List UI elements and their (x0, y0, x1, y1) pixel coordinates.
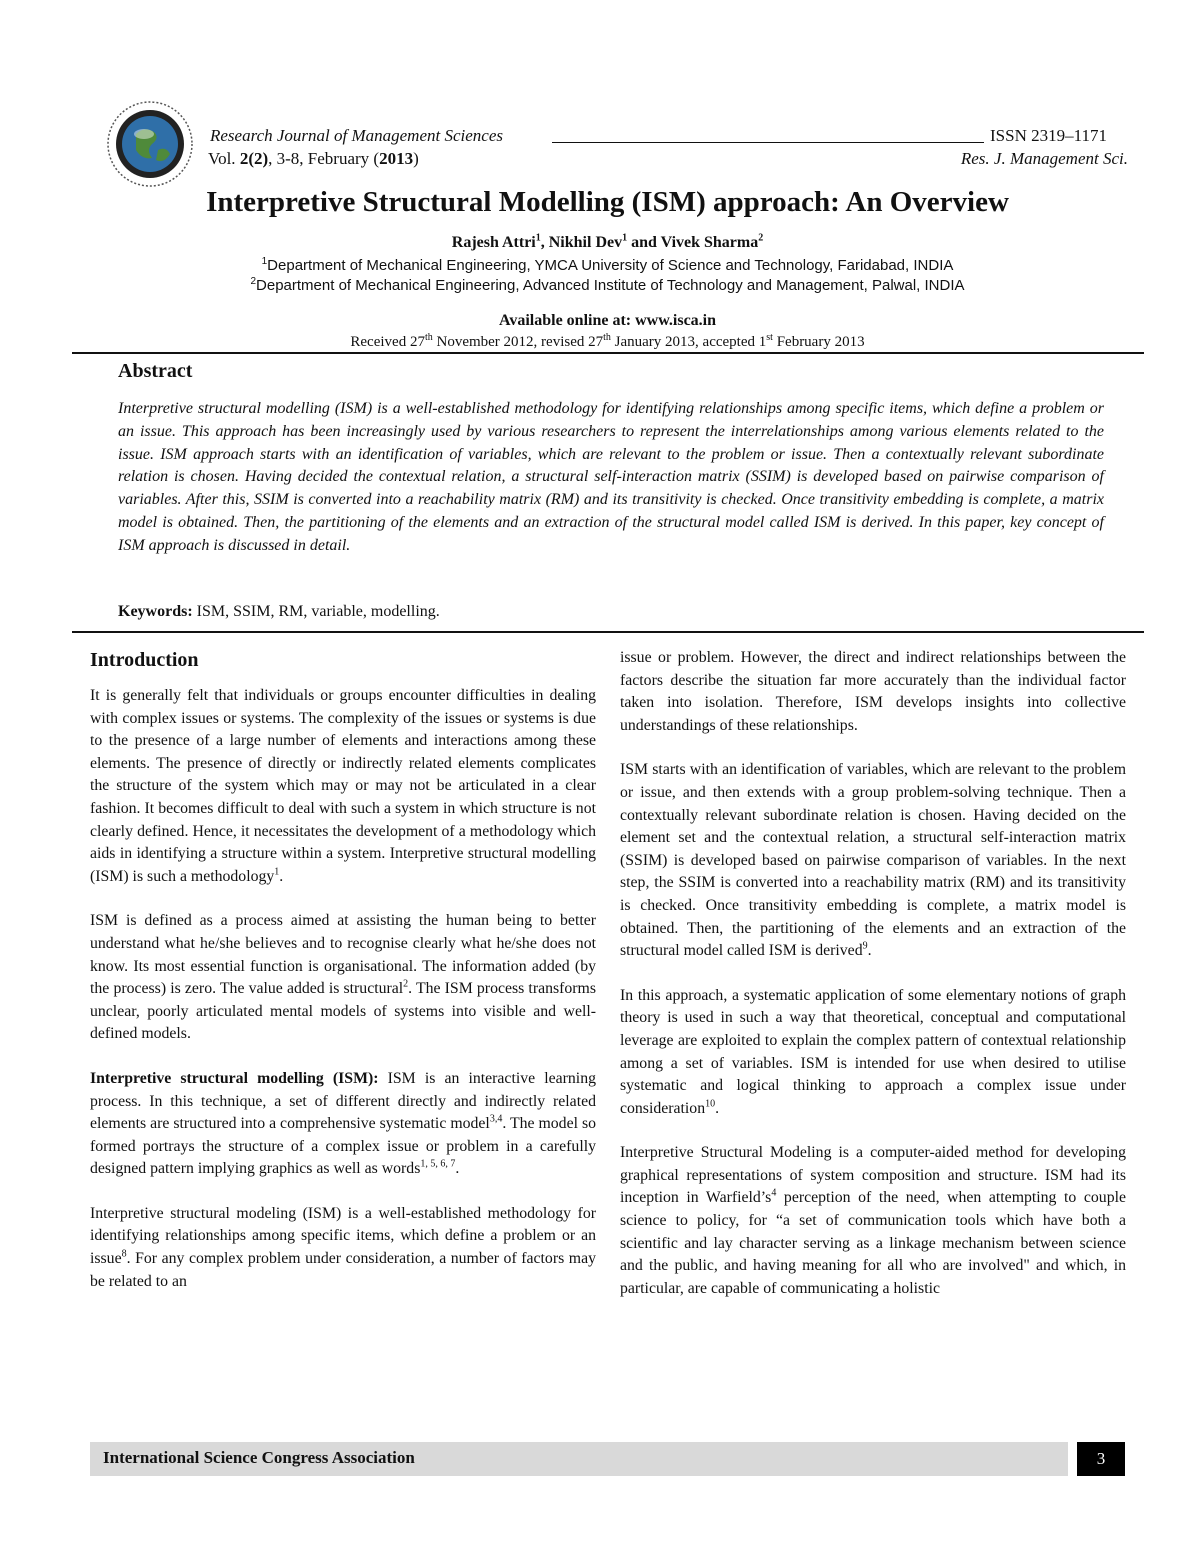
paper-title: Interpretive Structural Modelling (ISM) approach: An Overview (206, 186, 1009, 218)
right-p2-text: ISM starts with an identification of variables, which are relevant to the problem or issue, and then extends with a group problem-solving technique. Then a contextually relevant subordinate relation is chosen. Having decided on the element set and the contextual relation, a structural self-interaction matrix (SSIM) is developed based on pairwise comparison of variables. In the next step, the SSIM is converted into a reachability matrix (RM) and its transitivity is checked. Once transitivity embedding is complete, a matrix model is obtained. Then, the partitioning of the elements and an extraction of the structural model called ISM is derived (620, 761, 1126, 960)
right-p2-end: . (867, 942, 872, 960)
right-p3-sup: 10 (705, 1098, 716, 1110)
authors (0, 234, 1200, 252)
left-paragraph-1 (90, 685, 596, 888)
left-p2-text-b: . The ISM process transforms unclear, poorly articulated mental models of systems into visible and well-defined models. (90, 980, 596, 1043)
affiliation-2-sup: 2 (250, 276, 257, 287)
left-p3-sup-2: 1, 5, 6, 7 (420, 1159, 456, 1171)
keywords-text: ISM, SSIM, RM, variable, modelling. (192, 603, 440, 620)
volume-year: 2013 (379, 149, 414, 168)
left-column (90, 647, 596, 1315)
journal-logo (106, 100, 194, 188)
abstract-text: Interpretive structural modelling (ISM) is a well-established methodology for identifying relationships among specific items, which define a problem or an issue. This approach has been increasingly used by various researchers to represent the interrelationships among various elements related to the issue. ISM approach starts with an identification of variables, which are relevant to the problem or issue. Then a contextually relevant subordinate relation is chosen. Having decided the contextual relation, a structural self-interaction matrix (SSIM) is developed based on pairwise comparison of variables. After this, SSIM is converted into a reachability matrix (RM) and its transitivity is checked. Once transitivity embedding is complete, a matrix model is obtained. Then, the partitioning of the elements and an extraction of the structural model called ISM is derived. In this paper, key concept of ISM approach is discussed in detail. (118, 400, 1104, 554)
right-p3-text: In this approach, a systematic application of some elementary notions of graph theory is used in such a way that theoretical, conceptual and computational leverage are exploited to explain the complex pattern of contextual relationship among a set of variables. ISM is intended for use when desired to utilise systematic and logical thinking to approach a complex issue under consideration (620, 986, 1126, 1117)
date-part-1: Received 27 (350, 334, 425, 350)
abstract-heading: Abstract (118, 360, 193, 382)
date-sup-2: th (603, 332, 611, 343)
keywords-label: Keywords: (118, 603, 193, 620)
abstract-bottom-rule (72, 631, 1144, 633)
volume-close: ) (413, 149, 419, 168)
journal-name: Research Journal of Management Sciences (210, 126, 504, 145)
header-rule (552, 142, 984, 143)
left-p4-text-b: . For any complex problem under consideration, a number of factors may be related to an (90, 1250, 596, 1290)
date-part-3: January 2013, accepted 1 (610, 334, 767, 350)
right-p2-sup: 9 (862, 940, 868, 952)
affiliation-2 (0, 277, 1200, 294)
author-3: and Vivek Sharma (627, 234, 759, 251)
footer-organization: International Science Congress Association (103, 1448, 415, 1467)
left-p1-sup: 1 (274, 866, 280, 878)
volume-prefix: Vol. (208, 149, 240, 168)
left-p3-end: . (455, 1160, 460, 1178)
right-p4-text-a: Interpretive Structural Modeling is a computer-aided method for developing graphical representations of system composition and structure. ISM had its inception in Warfield’s (620, 1144, 1126, 1207)
left-p3-lead: Interpretive structural modelling (ISM): (90, 1069, 379, 1087)
left-paragraph-3 (90, 1068, 596, 1181)
keywords (118, 603, 440, 621)
left-p1-text: It is generally felt that individuals or groups encounter difficulties in dealing with complex issues or systems. The complexity of the issues or systems is due to the presence of a large number of elements and interactions among these elements. The presence of directly or indirectly related elements complicates the structure of the system which may or may not be articulated in a clear fashion. It becomes difficult to deal with such a system in which structure is not clearly defined. Hence, it necessitates the development of a methodology which aids in identifying a structure within a system. Interpretive structural modelling (ISM) is such a methodology (90, 687, 596, 885)
left-paragraph-2 (90, 910, 596, 1046)
author-3-sup: 2 (758, 232, 764, 244)
received-dates (0, 334, 1200, 351)
right-paragraph-4 (620, 1142, 1126, 1300)
left-p4-sup: 8 (121, 1248, 127, 1260)
affiliation-1-text: Department of Mechanical Engineering, YMCA University of Science and Technology, Faridabad, INDIA (267, 257, 954, 274)
right-p3-end: . (715, 1099, 720, 1117)
volume-pages: , 3-8, February ( (268, 149, 380, 168)
available-online: Available online at: www.isca.in (498, 312, 717, 329)
right-p4-sup: 4 (771, 1188, 777, 1200)
author-2-sup: 1 (622, 232, 628, 244)
volume-number: 2(2) (239, 149, 269, 168)
affiliation-1-sup: 1 (261, 256, 268, 267)
right-column (620, 647, 1126, 1322)
left-p3-text-b: . The model so formed portrays the structure of a complex issue or problem in a carefully designed pattern implying graphics as well as words (90, 1115, 596, 1178)
date-part-2: November 2012, revised 27 (432, 334, 604, 350)
left-p3-text-a: ISM is an interactive learning process. In this technique, a set of different directly and indirectly related elements are structured into a comprehensive systematic model (90, 1069, 596, 1133)
left-p4-text-a: Interpretive structural modeling (ISM) is a well-established methodology for identifying relationships among specific items, which define a problem or an issue (90, 1204, 596, 1268)
author-2: , Nikhil Dev (540, 234, 623, 251)
right-paragraph-3 (620, 985, 1126, 1121)
affiliation-1 (0, 257, 1200, 274)
author-1: Rajesh Attri (451, 234, 536, 251)
journal-abbreviation: Res. J. Management Sci. (960, 149, 1128, 168)
left-paragraph-4 (90, 1203, 596, 1293)
abstract-top-rule (72, 352, 1144, 354)
right-paragraph-2 (620, 759, 1126, 962)
right-p4-text-b: perception of the need, when attempting to couple science to policy, for “a set of communication tools which have both a scientific and lay character serving as a linkage mechanism between science and the public, and having meaning for all who are involved" and which, in particular, are capable of communicating a holistic (620, 1189, 1126, 1297)
page-number: 3 (1077, 1442, 1125, 1476)
left-p1-end: . (279, 867, 284, 885)
date-sup-3: st (766, 332, 773, 343)
issn: ISSN 2319–1171 (990, 126, 1107, 145)
affiliation-2-text: Department of Mechanical Engineering, Advanced Institute of Technology and Management, Palwal, INDIA (256, 277, 965, 294)
right-paragraph-1: issue or problem. However, the direct and indirect relationships between the factors describe the situation far more accurately than the individual factor taken into isolation. Therefore, ISM develops insights into collective understandings of these relationships. (620, 649, 1126, 734)
volume-line (208, 149, 419, 169)
date-sup-1: th (424, 332, 433, 343)
left-p2-sup: 2 (403, 978, 409, 990)
introduction-heading: Introduction (90, 649, 199, 671)
left-p2-text-a: ISM is defined as a process aimed at assisting the human being to better understand what he/she believes and to recognise clearly what he/she does not know. Its most essential function is organisational. The information added (by the process) is zero. The value added is structural (90, 912, 596, 998)
author-1-sup: 1 (535, 232, 541, 244)
date-part-4: February 2013 (772, 334, 865, 350)
left-p3-sup-1: 3,4 (489, 1113, 503, 1125)
